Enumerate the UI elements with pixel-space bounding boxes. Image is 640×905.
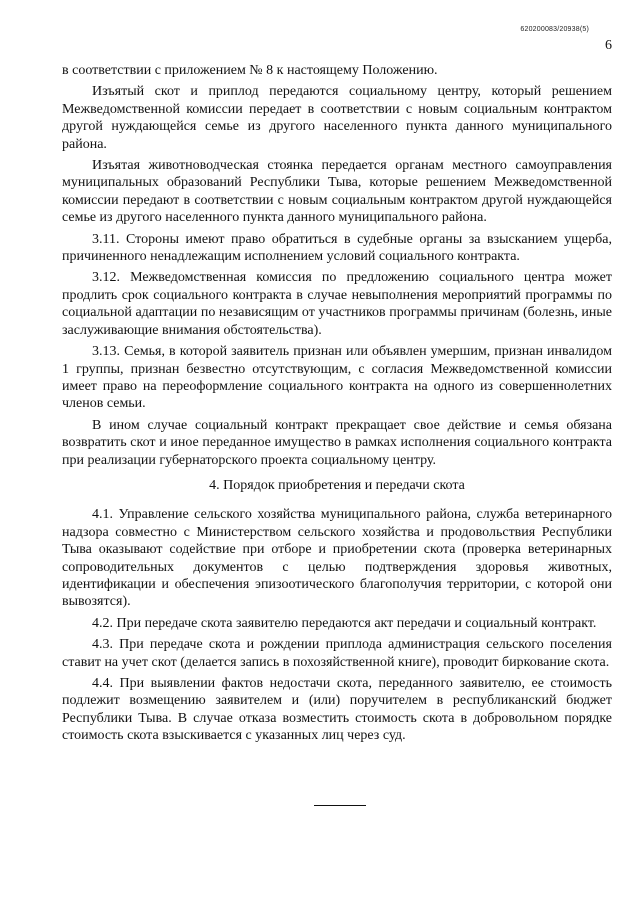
paragraph-otherwise: В ином случае социальный контракт прекращает свое действие и семья обязана возвратить скот и иное переданное имущество в рамках исполнения социального контракта при реализации губернаторского проекта социальному центру. — [62, 417, 612, 468]
paragraph-4-4: 4.4. При выявлении фактов недостачи скота, переданного заявителю, ее стоимость подлежит возмещению заявителем и (или) поручителем в республиканский бюджет Республики Тыва. В случае отказа возместить стоимость скота в добровольном порядке стоимость скота взыскивается с указанных лиц через суд. — [62, 676, 612, 744]
end-separator-line — [314, 805, 366, 806]
paragraph-seized-camp: Изъятая животноводческая стоянка передается органам местного самоуправления муниципальных образований Республики Тыва, которые решением Межведомственной комиссии передают в соответствии с новым социальным контрактом другой нуждающейся семье из другого населенного пункта данного муниципального района. — [62, 158, 612, 226]
page-number: 6 — [605, 38, 612, 53]
section-title: 4. Порядок приобретения и передачи скота — [209, 477, 465, 493]
paragraph-4-1: 4.1. Управление сельского хозяйства муниципального района, служба ветеринарного надзора совместно с Министерством сельского хозяйства и продовольствия Республики Тыва оказывают содействие при отборе и приобретении скота (проверка ветеринарных сопроводительных документов с целью подтверждения здоровья животных, идентификации и обеспечения эпизоотического благополучия территории, с которой они вывозятся). — [62, 507, 612, 610]
document-id: 620200083/20938(5) — [520, 26, 589, 33]
paragraph-4-2: 4.2. При передаче скота заявителю передаются акт передачи и социальный контракт. — [92, 615, 597, 631]
paragraph-3-11: 3.11. Стороны имеют право обратиться в судебные органы за взысканием ущерба, причиненного ненадлежащим исполнением условий социального контракта. — [62, 231, 612, 265]
paragraph-continuation: в соответствии с приложением № 8 к настоящему Положению. — [62, 63, 438, 78]
document-body — [62, 62, 612, 749]
paragraph-4-3: 4.3. При передаче скота и рождении приплода администрация сельского поселения ставит на учет скот (делается запись в похозяйственной книге), проводит биркование скота. — [62, 637, 612, 670]
paragraph-3-12: 3.12. Межведомственная комиссия по предложению социального центра может продлить срок социального контракта в случае невыполнения мероприятий программы по социальной адаптации по независящим от участников программы причинам (болезнь, иные заслуживающие внимания обстоятельства). — [62, 270, 612, 338]
paragraph-seized-livestock: Изъятый скот и приплод передаются социальному центру, который решением Межведомственной комиссии передает в соответствии с новым социальным контрактом другой нуждающейся семье из другого населенного пункта данного муниципального района. — [62, 84, 612, 152]
paragraph-3-13: 3.13. Семья, в которой заявитель признан или объявлен умершим, признан инвалидом 1 группы, признан безвестно отсутствующим, с согласия Межведомственной комиссии имеет право на переоформление социального контракта на одного из совершеннолетних членов семьи. — [62, 344, 612, 412]
